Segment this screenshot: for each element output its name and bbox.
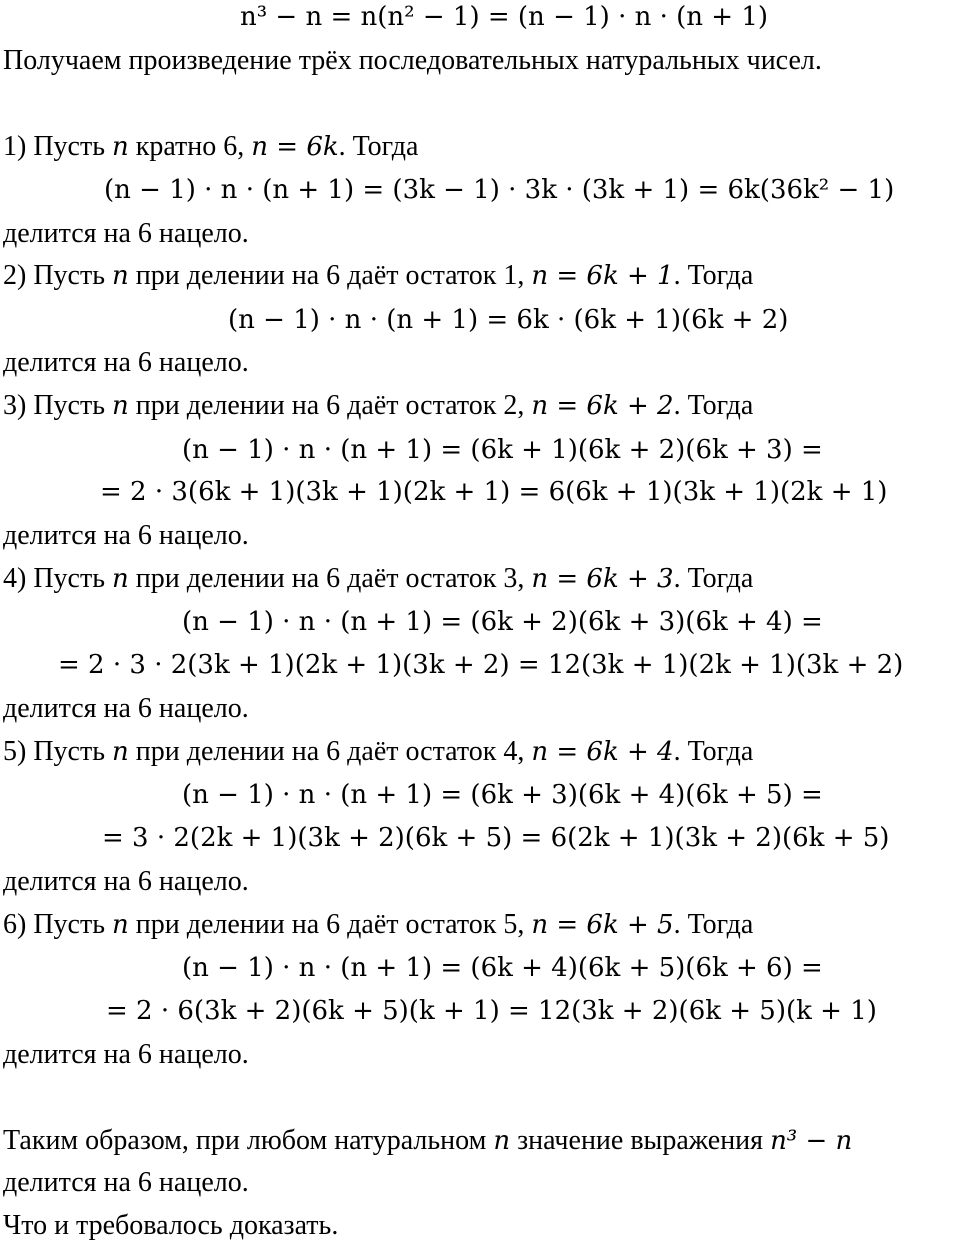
case-6-prefix: 6) Пусть (3, 909, 112, 940)
case-3-equation-line-1: (n − 1) · n · (n + 1) = (6k + 1)(6k + 2)(6k + 3) = (182, 435, 823, 465)
case-5-heading (3, 735, 753, 769)
case-3-suffix: . Тогда (673, 390, 754, 421)
case-2-prefix: 2) Пусть (3, 260, 112, 291)
case-2-equation: (n − 1) · n · (n + 1) = 6k · (6k + 1)(6k + 2) (228, 305, 789, 335)
case-5-equation-line-2: = 3 · 2(2k + 1)(3k + 2)(6k + 5) = 6(2k + 1)(3k + 2)(6k + 5) (102, 823, 890, 853)
case-4-equation-line-2: = 2 · 3 · 2(3k + 1)(2k + 1)(3k + 2) = 12(3k + 1)(2k + 1)(3k + 2) (58, 650, 904, 680)
case-5-condition: n = 6k + 4 (531, 737, 674, 767)
case-5-var: n (111, 737, 129, 767)
case-6-var: n (111, 910, 129, 940)
case-2-conclusion: делится на 6 нацело. (3, 347, 249, 378)
case-5-equation-line-1: (n − 1) · n · (n + 1) = (6k + 3)(6k + 4)(6k + 5) = (182, 780, 823, 810)
case-4-condition: n = 6k + 3 (531, 564, 674, 594)
case-4-suffix: . Тогда (673, 563, 754, 594)
case-3-var: n (111, 391, 129, 421)
final-expression: n³ − n (770, 1126, 853, 1156)
case-6-suffix: . Тогда (673, 909, 754, 940)
case-2-suffix: . Тогда (673, 260, 754, 291)
intro-text: Получаем произведение трёх последовательных натуральных чисел. (3, 45, 822, 76)
case-1-heading (3, 130, 418, 164)
case-4-conclusion: делится на 6 нацело. (3, 693, 249, 724)
case-5-conclusion: делится на 6 нацело. (3, 866, 249, 897)
case-6-conclusion: делится на 6 нацело. (3, 1039, 249, 1070)
qed-line: Что и требовалось доказать. (3, 1210, 339, 1241)
final-prefix: Таким образом, при любом натуральном (3, 1125, 494, 1156)
case-2-condition: n = 6k + 1 (531, 261, 674, 291)
case-1-condition: n = 6k (251, 132, 339, 162)
case-4-equation-line-1: (n − 1) · n · (n + 1) = (6k + 2)(6k + 3)(6k + 4) = (182, 607, 823, 637)
case-3-middle: при делении на 6 даёт остаток 2, (128, 390, 532, 421)
case-6-middle: при делении на 6 даёт остаток 5, (128, 909, 532, 940)
case-1-middle: кратно 6, (128, 131, 252, 162)
case-6-condition: n = 6k + 5 (531, 910, 674, 940)
case-4-var: n (111, 564, 129, 594)
case-1-var: n (111, 132, 129, 162)
final-conclusion: делится на 6 нацело. (3, 1167, 249, 1198)
case-3-conclusion: делится на 6 нацело. (3, 520, 249, 551)
case-6-equation-line-2: = 2 · 6(3k + 2)(6k + 5)(k + 1) = 12(3k + 2)(6k + 5)(k + 1) (106, 996, 877, 1026)
case-1-conclusion: делится на 6 нацело. (3, 218, 249, 249)
case-3-equation-line-2: = 2 · 3(6k + 1)(3k + 1)(2k + 1) = 6(6k + 1)(3k + 1)(2k + 1) (100, 477, 888, 507)
final-var: n (493, 1126, 511, 1156)
case-5-middle: при делении на 6 даёт остаток 4, (128, 736, 532, 767)
case-4-middle: при делении на 6 даёт остаток 3, (128, 563, 532, 594)
case-3-condition: n = 6k + 2 (531, 391, 674, 421)
case-4-prefix: 4) Пусть (3, 563, 112, 594)
final-middle: значение выражения (510, 1125, 771, 1156)
case-5-suffix: . Тогда (673, 736, 754, 767)
case-2-middle: при делении на 6 даёт остаток 1, (128, 260, 532, 291)
case-1-prefix: 1) Пусть (3, 131, 112, 162)
case-3-heading (3, 389, 753, 423)
final-statement (3, 1124, 852, 1158)
case-6-heading (3, 908, 753, 942)
intro-formula: n³ − n = n(n² − 1) = (n − 1) · n · (n + 1) (240, 2, 769, 32)
case-1-equation: (n − 1) · n · (n + 1) = (3k − 1) · 3k · (3k + 1) = 6k(36k² − 1) (104, 175, 895, 205)
case-6-equation-line-1: (n − 1) · n · (n + 1) = (6k + 4)(6k + 5)(6k + 6) = (182, 953, 823, 983)
case-3-prefix: 3) Пусть (3, 390, 112, 421)
case-2-heading (3, 259, 753, 293)
case-1-suffix: . Тогда (338, 131, 419, 162)
case-4-heading (3, 562, 753, 596)
case-5-prefix: 5) Пусть (3, 736, 112, 767)
case-2-var: n (111, 261, 129, 291)
